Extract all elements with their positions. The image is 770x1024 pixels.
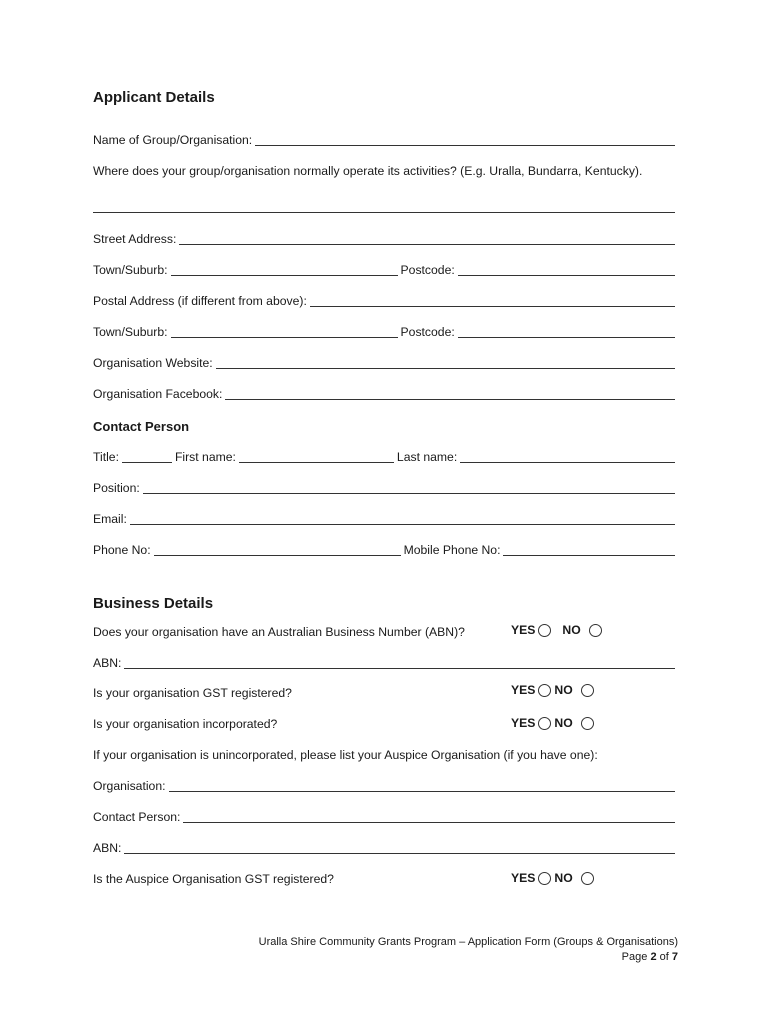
abn-no-radio[interactable] [589, 624, 602, 637]
postcode-label: Postcode: [400, 263, 455, 277]
abn-yes-radio[interactable] [538, 624, 551, 637]
postal-row [93, 293, 675, 309]
mobile-label: Mobile Phone No: [403, 543, 501, 557]
phone-label: Phone No: [93, 543, 151, 557]
postcode-field[interactable] [458, 264, 675, 276]
auspice-gst-yes-radio[interactable] [538, 872, 551, 885]
of-word: of [659, 951, 669, 963]
website-field[interactable] [216, 357, 675, 369]
operate-answer-row [93, 201, 675, 215]
mobile-field[interactable] [503, 544, 675, 556]
auspice-org-label: Organisation: [93, 779, 166, 793]
auspice-gst-no-radio[interactable] [581, 872, 594, 885]
gst-yes-label: YES [511, 683, 536, 697]
first-name-label: First name: [174, 450, 236, 464]
page-word: Page [621, 951, 648, 963]
incorporated-yes-no [511, 716, 597, 730]
position-field[interactable] [143, 482, 675, 494]
email-field[interactable] [130, 513, 675, 525]
inc-no-label: NO [554, 716, 573, 730]
last-name-field[interactable] [460, 451, 675, 463]
operate-question: Where does your group/organisation normally operate its activities? (E.g. Uralla, Bundarra, Kentucky). [93, 164, 643, 178]
auspice-gst-yes-no [511, 871, 597, 885]
page-current: 2 [650, 951, 657, 963]
gst-no-label: NO [554, 683, 573, 697]
title-field[interactable] [122, 451, 172, 463]
street-field[interactable] [179, 233, 675, 245]
email-label: Email: [93, 512, 127, 526]
group-name-row [93, 132, 675, 148]
page-number [259, 950, 678, 965]
email-row [93, 511, 675, 527]
page-total: 7 [671, 951, 678, 963]
website-row [93, 355, 675, 371]
first-name-field[interactable] [239, 451, 394, 463]
applicant-details-heading: Applicant Details [93, 89, 215, 106]
auspice-gst-question: Is the Auspice Organisation GST registered? [93, 872, 334, 886]
abn-field[interactable] [124, 657, 675, 669]
auspice-gst-no-label: NO [554, 871, 573, 885]
town2-row [93, 324, 675, 340]
gst-yes-no [511, 683, 597, 697]
incorporated-question: Is your organisation incorporated? [93, 717, 278, 731]
auspice-gst-yes-label: YES [511, 871, 536, 885]
town2-label: Town/Suburb: [93, 325, 168, 339]
footer-program-title: Uralla Shire Community Grants Program – Application Form (Groups & Organisations) [258, 936, 678, 948]
auspice-intro: If your organisation is unincorporated, please list your Auspice Organisation (if you have one): [93, 748, 598, 762]
town2-field[interactable] [171, 326, 398, 338]
auspice-abn-field[interactable] [124, 842, 675, 854]
name-row [93, 449, 675, 465]
abn-question: Does your organisation have an Australian Business Number (ABN)? [93, 625, 465, 639]
abn-yes-no [511, 623, 605, 637]
auspice-contact-field[interactable] [183, 811, 675, 823]
position-row [93, 480, 675, 496]
abn-label: ABN: [93, 656, 122, 670]
position-label: Position: [93, 481, 140, 495]
postal-label: Postal Address (if different from above): [93, 294, 307, 308]
page-footer [259, 935, 678, 965]
phone-row [93, 542, 675, 558]
postal-field[interactable] [310, 295, 675, 307]
auspice-org-row [93, 778, 675, 794]
phone-field[interactable] [154, 544, 401, 556]
inc-yes-radio[interactable] [538, 717, 551, 730]
form-page [93, 0, 678, 1024]
street-row [93, 231, 675, 247]
title-label: Title: [93, 450, 119, 464]
auspice-abn-row [93, 840, 675, 856]
facebook-row [93, 386, 675, 402]
street-label: Street Address: [93, 232, 177, 246]
inc-no-radio[interactable] [581, 717, 594, 730]
contact-person-heading: Contact Person [93, 419, 190, 434]
abn-row [93, 655, 675, 671]
auspice-contact-row [93, 809, 675, 825]
auspice-org-field[interactable] [169, 780, 676, 792]
inc-yes-label: YES [511, 716, 536, 730]
postcode2-label: Postcode: [400, 325, 455, 339]
postcode2-field[interactable] [458, 326, 675, 338]
facebook-field[interactable] [225, 388, 675, 400]
auspice-contact-label: Contact Person: [93, 810, 181, 824]
business-details-heading: Business Details [93, 595, 214, 612]
facebook-label: Organisation Facebook: [93, 387, 223, 401]
last-name-label: Last name: [396, 450, 458, 464]
operate-answer-field[interactable] [93, 201, 675, 213]
gst-yes-radio[interactable] [538, 684, 551, 697]
town-row [93, 262, 675, 278]
abn-no-label: NO [562, 623, 581, 637]
town-field[interactable] [171, 264, 398, 276]
group-name-label: Name of Group/Organisation: [93, 133, 253, 147]
group-name-field[interactable] [255, 134, 675, 146]
website-label: Organisation Website: [93, 356, 213, 370]
auspice-abn-label: ABN: [93, 841, 122, 855]
town-label: Town/Suburb: [93, 263, 168, 277]
gst-no-radio[interactable] [581, 684, 594, 697]
abn-yes-label: YES [511, 623, 536, 637]
gst-question: Is your organisation GST registered? [93, 686, 292, 700]
